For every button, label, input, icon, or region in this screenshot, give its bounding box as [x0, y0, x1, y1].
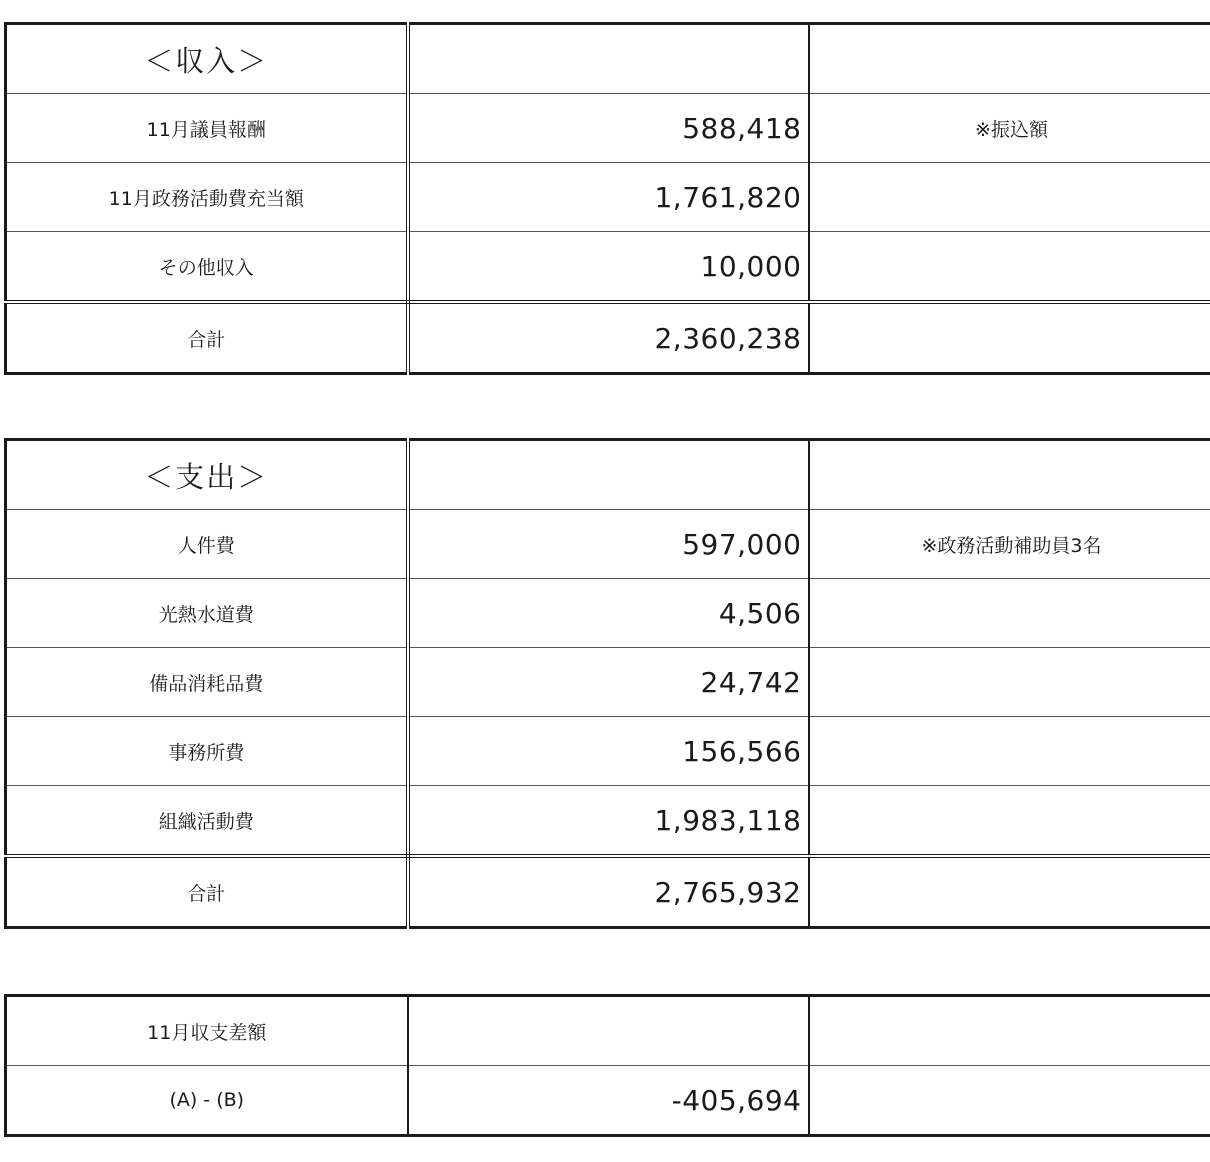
expense-row-label: 備品消耗品費	[6, 648, 408, 717]
balance-title: 11月収支差額	[6, 996, 408, 1066]
income-row-note: ※振込額	[809, 94, 1210, 163]
income-row-amount: 588,418	[408, 94, 809, 163]
balance-title-row	[6, 996, 1210, 1066]
expense-row-label: 人件費	[6, 510, 408, 579]
income-table	[4, 22, 1210, 375]
expense-header-row	[6, 440, 1210, 510]
expense-row-amount: 1,983,118	[408, 786, 809, 857]
table-row	[6, 232, 1210, 303]
table-row	[6, 786, 1210, 857]
table-row	[6, 648, 1210, 717]
expense-header: ＜支出＞	[6, 440, 408, 510]
income-row-amount: 10,000	[408, 232, 809, 303]
table-row	[6, 163, 1210, 232]
expense-row-amount: 597,000	[408, 510, 809, 579]
balance-table	[4, 994, 1210, 1137]
income-total-amount: 2,360,238	[408, 302, 809, 374]
balance-title-amount-cell	[408, 996, 809, 1066]
expense-row-label: 事務所費	[6, 717, 408, 786]
income-row-note	[809, 232, 1210, 303]
income-header-row	[6, 24, 1210, 94]
table-row	[6, 510, 1210, 579]
expense-row-amount: 156,566	[408, 717, 809, 786]
expense-total-amount: 2,765,932	[408, 856, 809, 928]
expense-row-note: ※政務活動補助員3名	[809, 510, 1210, 579]
expense-row-amount: 24,742	[408, 648, 809, 717]
income-row-label: 11月政務活動費充当額	[6, 163, 408, 232]
balance-note-cell	[809, 1066, 1210, 1136]
expense-row-note	[809, 648, 1210, 717]
income-total-label: 合計	[6, 302, 408, 374]
expense-total-note	[809, 856, 1210, 928]
balance-formula: (A) - (B)	[6, 1066, 408, 1136]
income-total-row	[6, 302, 1210, 374]
income-row-note	[809, 163, 1210, 232]
expense-table	[4, 438, 1210, 929]
expense-row-amount: 4,506	[408, 579, 809, 648]
table-row	[6, 579, 1210, 648]
expense-total-label: 合計	[6, 856, 408, 928]
table-row	[6, 94, 1210, 163]
balance-value-row	[6, 1066, 1210, 1136]
income-header-amount-cell	[408, 24, 809, 94]
expense-row-note	[809, 786, 1210, 857]
income-header: ＜収入＞	[6, 24, 408, 94]
expense-header-amount-cell	[408, 440, 809, 510]
income-header-note-cell	[809, 24, 1210, 94]
expense-total-row	[6, 856, 1210, 928]
income-row-label: 11月議員報酬	[6, 94, 408, 163]
expense-header-note-cell	[809, 440, 1210, 510]
expense-row-note	[809, 579, 1210, 648]
table-row	[6, 717, 1210, 786]
expense-row-label: 光熱水道費	[6, 579, 408, 648]
expense-row-note	[809, 717, 1210, 786]
income-row-label: その他収入	[6, 232, 408, 303]
expense-row-label: 組織活動費	[6, 786, 408, 857]
balance-title-note-cell	[809, 996, 1210, 1066]
income-row-amount: 1,761,820	[408, 163, 809, 232]
balance-amount: -405,694	[408, 1066, 809, 1136]
income-total-note	[809, 302, 1210, 374]
